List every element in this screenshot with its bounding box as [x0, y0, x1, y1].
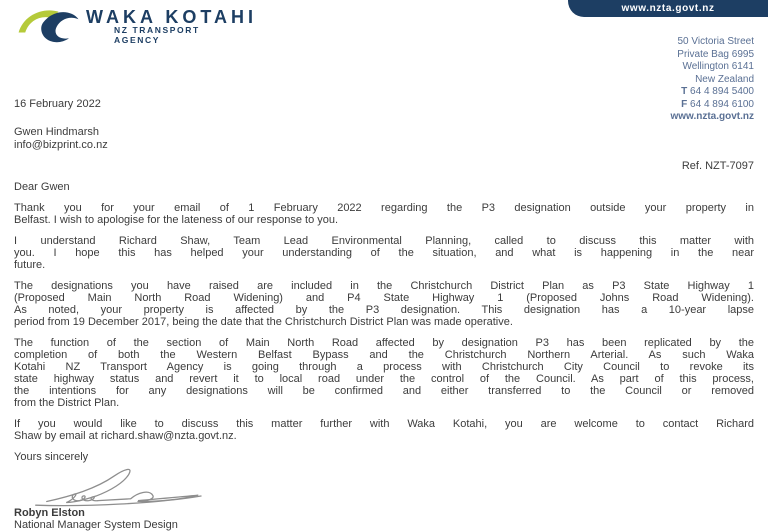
- phone-number: 64 4 894 5400: [690, 86, 754, 97]
- paragraph-line: state highway status and revert it to local road under the control of the Council. As part of this process,: [14, 373, 754, 385]
- paragraph-line: Kotahi NZ Transport Agency is going through a process with Christchurch City Council to revoke its: [14, 361, 754, 373]
- paragraph-line: As noted, your property is affected by the P3 designation. This designation has a 10-year lapse: [14, 304, 754, 316]
- reference-number: Ref. NZT-7097: [681, 160, 754, 172]
- paragraph-line: The designations you have raised are included in the Christchurch District Plan as P3 State Highway 1: [14, 280, 754, 292]
- letter-content: [14, 98, 754, 531]
- website-text: www.nzta.govt.nz: [670, 111, 754, 122]
- paragraph-line: The function of the section of Main North Road affected by designation P3 has been replicated by the: [14, 337, 754, 349]
- paragraph-line: completion of both the Western Belfast Bypass and the Christchurch Northern Arterial. As such Waka: [14, 349, 754, 361]
- handwritten-signature-icon: [22, 465, 212, 507]
- recipient-email: info@bizprint.co.nz: [14, 139, 108, 151]
- signatory-title: National Manager System Design: [14, 519, 178, 531]
- closing: Yours sincerely: [14, 451, 89, 463]
- logo-subtitle-line2: AGENCY: [114, 34, 160, 45]
- waka-kotahi-logo: [16, 5, 257, 45]
- logo-title: WAKA KOTAHI: [86, 7, 257, 27]
- nzta-swoosh-icon: [16, 5, 82, 43]
- paragraph-1: [14, 202, 754, 226]
- banner-url-text: www.nzta.govt.nz: [621, 3, 715, 14]
- paragraph-line: from the District Plan.: [14, 397, 120, 409]
- signature-image: [22, 465, 754, 507]
- logo-text: [86, 8, 257, 45]
- address-line: New Zealand: [695, 73, 754, 85]
- fax-label: F: [681, 98, 688, 110]
- recipient-name: Gwen Hindmarsh: [14, 126, 99, 138]
- phone-line: [670, 86, 754, 99]
- paragraph-2: [14, 235, 754, 271]
- paragraph-5: [14, 418, 754, 442]
- letter-date: 16 February 2022: [14, 98, 101, 110]
- paragraph-line: future.: [14, 259, 46, 271]
- address-line: Wellington 6141: [682, 61, 754, 72]
- salutation: Dear Gwen: [14, 181, 70, 193]
- logo-subtitle-line1: NZ TRANSPORT: [114, 25, 200, 35]
- paragraph-line: Thank you for your email of 1 February 2022 regarding the P3 designation outside your property in: [14, 202, 754, 214]
- website-banner: [568, 0, 768, 17]
- paragraph-3: [14, 280, 754, 328]
- address-line: 50 Victoria Street: [677, 36, 754, 47]
- address-line: Private Bag 6995: [677, 48, 754, 60]
- fax-number: 64 4 894 6100: [690, 98, 754, 110]
- signatory-name: Robyn Elston: [14, 507, 85, 519]
- paragraph-line: Belfast. I wish to apologise for the lateness of our response to you.: [14, 214, 339, 226]
- paragraph-line: If you would like to discuss this matter further with Waka Kotahi, you are welcome to contact Richard: [14, 418, 754, 430]
- paragraph-line: Shaw by email at richard.shaw@nzta.govt.nz.: [14, 430, 237, 442]
- phone-label: T: [681, 86, 688, 97]
- recipient-block: [14, 126, 754, 152]
- paragraph-line: you. I hope this has helped your understanding of the situation, and what is happening in the near: [14, 247, 754, 259]
- paragraph-4: [14, 337, 754, 409]
- paragraph-line: I understand Richard Shaw, Team Lead Environmental Planning, called to discuss this matter with: [14, 235, 754, 247]
- paragraph-line: (Proposed Main North Road Widening) and P4 State Highway 1 (Proposed Johns Road Widening).: [14, 292, 754, 304]
- paragraph-line: the intentions for any designations will be confirmed and either transferred to the Council or removed: [14, 385, 754, 397]
- paragraph-line: period from 19 December 2017, being the date that the Christchurch District Plan was made operative.: [14, 316, 513, 328]
